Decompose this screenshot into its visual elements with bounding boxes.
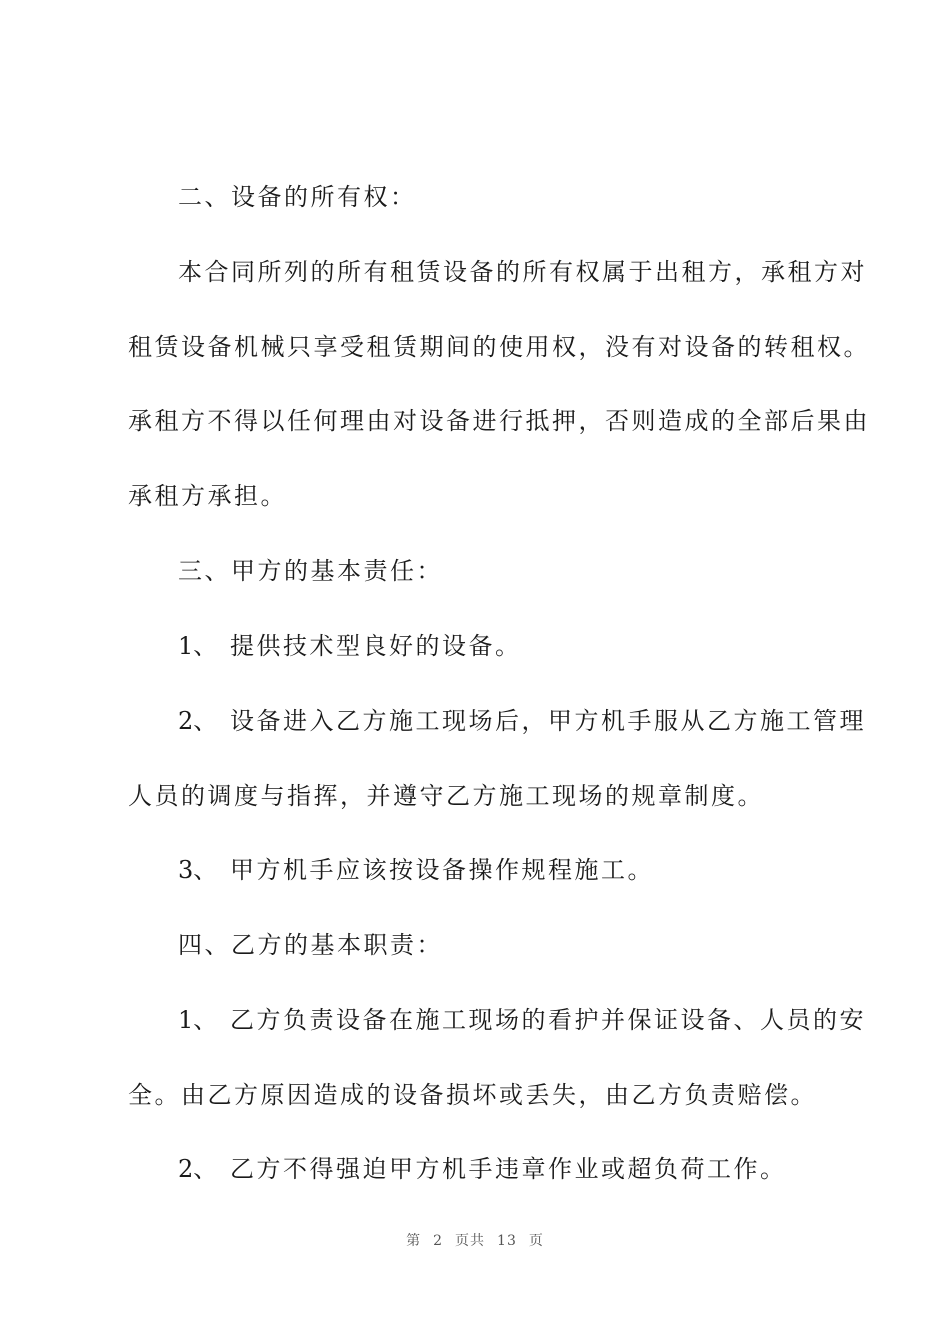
list-item-number: 2、 xyxy=(178,1155,218,1183)
section-3-heading: 三、甲方的基本责任： xyxy=(178,557,443,585)
section-4-heading: 四、乙方的基本职责： xyxy=(178,931,443,959)
footer-mid: 页共 xyxy=(455,1233,486,1249)
list-item-text: 甲方机手应该按设备操作规程施工。 xyxy=(230,856,654,884)
total-pages-number: 13 xyxy=(497,1233,517,1249)
list-item xyxy=(178,631,898,661)
section-2-paragraph-line: 本合同所列的所有租赁设备的所有权属于出租方，承租方对 xyxy=(178,258,867,286)
list-item xyxy=(178,706,898,736)
list-item-text: 乙方负责设备在施工现场的看护并保证设备、人员的安 xyxy=(230,1006,866,1034)
footer-prefix: 第 xyxy=(406,1233,422,1249)
list-item-text: 提供技术型良好的设备。 xyxy=(230,632,522,660)
list-item-text: 乙方不得强迫甲方机手违章作业或超负荷工作。 xyxy=(230,1155,787,1183)
page-footer xyxy=(0,1230,950,1250)
list-item-text: 设备进入乙方施工现场后，甲方机手服从乙方施工管理 xyxy=(230,707,866,735)
list-item-number: 1、 xyxy=(178,1006,218,1034)
list-item-number: 1、 xyxy=(178,632,218,660)
section-2-heading: 二、设备的所有权： xyxy=(178,183,417,211)
footer-suffix: 页 xyxy=(528,1233,544,1249)
list-item-number: 2、 xyxy=(178,707,218,735)
list-item-continuation: 全。由乙方原因造成的设备损坏或丢失，由乙方负责赔偿。 xyxy=(128,1081,817,1109)
list-item xyxy=(178,1154,898,1184)
section-2-paragraph-line: 承租方不得以任何理由对设备进行抵押，否则造成的全部后果由 xyxy=(128,407,870,435)
section-2-paragraph-line: 承租方承担。 xyxy=(128,482,287,510)
section-2-paragraph-line: 租赁设备机械只享受租赁期间的使用权，没有对设备的转租权。 xyxy=(128,333,870,361)
current-page-number: 2 xyxy=(433,1233,444,1249)
list-item xyxy=(178,1005,898,1035)
list-item-number: 3、 xyxy=(178,856,218,884)
list-item-continuation: 人员的调度与指挥，并遵守乙方施工现场的规章制度。 xyxy=(128,782,764,810)
list-item xyxy=(178,855,898,885)
